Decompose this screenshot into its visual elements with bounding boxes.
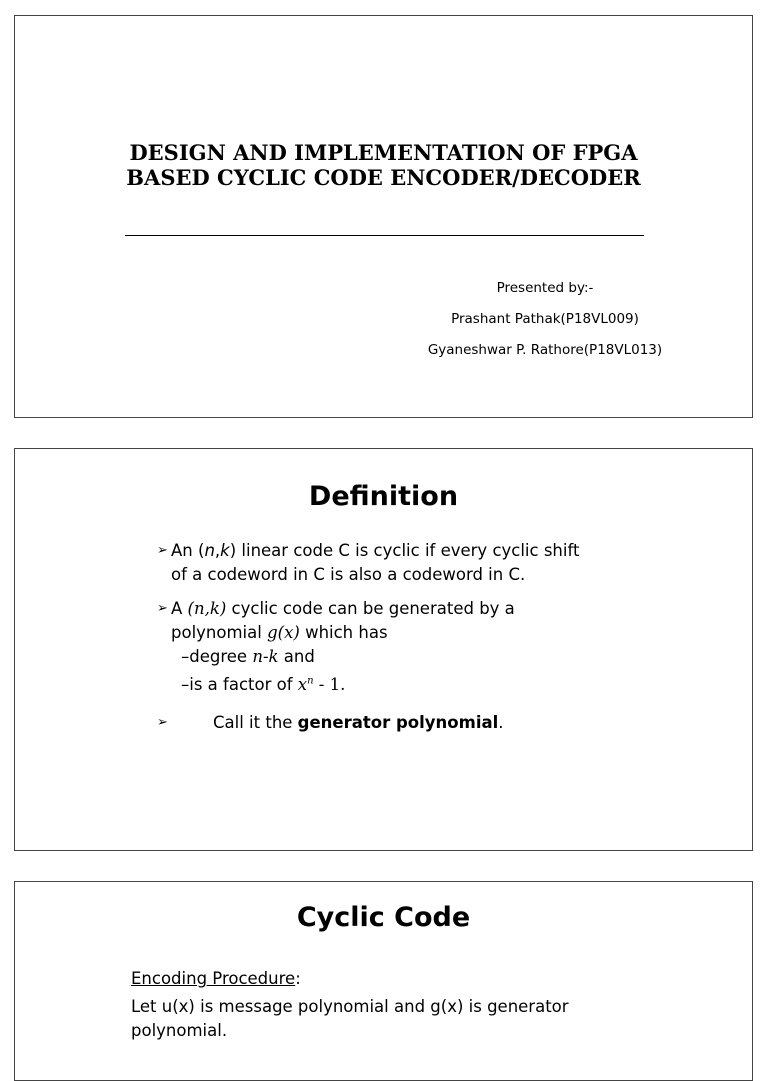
presenter-2: Gyaneshwar P. Rathore(P18VL013) (427, 342, 663, 358)
math-k: k (220, 541, 230, 560)
definition-slide (14, 448, 753, 851)
cyclic-code-slide (14, 881, 753, 1081)
math-gx: g(x) (267, 623, 300, 642)
math-n: n (204, 541, 215, 560)
procedure-line-2: polynomial. (131, 1021, 228, 1040)
bullet-item (157, 711, 647, 735)
sub-item (171, 673, 647, 697)
procedure-block (131, 967, 691, 1043)
math-minus-one: - 1. (313, 675, 346, 694)
bullet-list (157, 539, 647, 735)
title-line-1: DESIGN AND IMPLEMENTATION OF FPGA (129, 140, 638, 165)
procedure-label: Encoding Procedure (131, 969, 296, 988)
bullet-item (157, 539, 647, 587)
presenters-block (355, 278, 735, 371)
bullet-text: polynomial (171, 623, 268, 642)
bullet-text: which has (299, 623, 388, 642)
math-nk: (n,k) (187, 599, 227, 618)
generator-polynomial-term: generator polynomial (297, 713, 499, 732)
title-slide (14, 15, 753, 418)
math-superscript-n: n (307, 675, 314, 687)
title-line-2: BASED CYCLIC CODE ENCODER/DECODER (126, 165, 641, 190)
slide-heading: Definition (308, 481, 459, 512)
arrow-bullet-icon: ➢ (157, 715, 168, 730)
arrow-bullet-icon: ➢ (157, 601, 168, 616)
dash-glyph: – (181, 675, 190, 694)
presenter-1: Prashant Pathak(P18VL009) (451, 311, 639, 327)
bullet-text: degree (189, 647, 253, 666)
title-divider (125, 235, 644, 236)
bullet-text: and (278, 647, 315, 666)
bullet-text: , (214, 541, 221, 560)
bullet-text-line-2: of a codeword in C is also a codeword in C. (171, 565, 526, 584)
slide-heading: Cyclic Code (296, 902, 471, 933)
bullet-item (157, 597, 647, 697)
bullet-text: Call it the (213, 713, 298, 732)
procedure-line-1: Let u(x) is message polynomial and g(x) is generator (131, 997, 569, 1016)
bullet-text: A (171, 599, 188, 618)
bullet-text: An ( (171, 541, 205, 560)
math-n-k: n-k (252, 647, 279, 666)
bullet-text: ) linear code C is cyclic if every cyclic shift (229, 541, 580, 560)
dash-glyph: – (181, 647, 190, 666)
math-x: x (297, 675, 308, 694)
procedure-colon: : (295, 969, 301, 988)
sub-item (171, 645, 647, 669)
bullet-text: is a factor of (189, 675, 298, 694)
bullet-text: cyclic code can be generated by a (226, 599, 515, 618)
presented-by-label: Presented by:- (496, 280, 594, 296)
presentation-title (15, 140, 752, 190)
arrow-bullet-icon: ➢ (157, 543, 168, 558)
bullet-text: . (498, 713, 504, 732)
